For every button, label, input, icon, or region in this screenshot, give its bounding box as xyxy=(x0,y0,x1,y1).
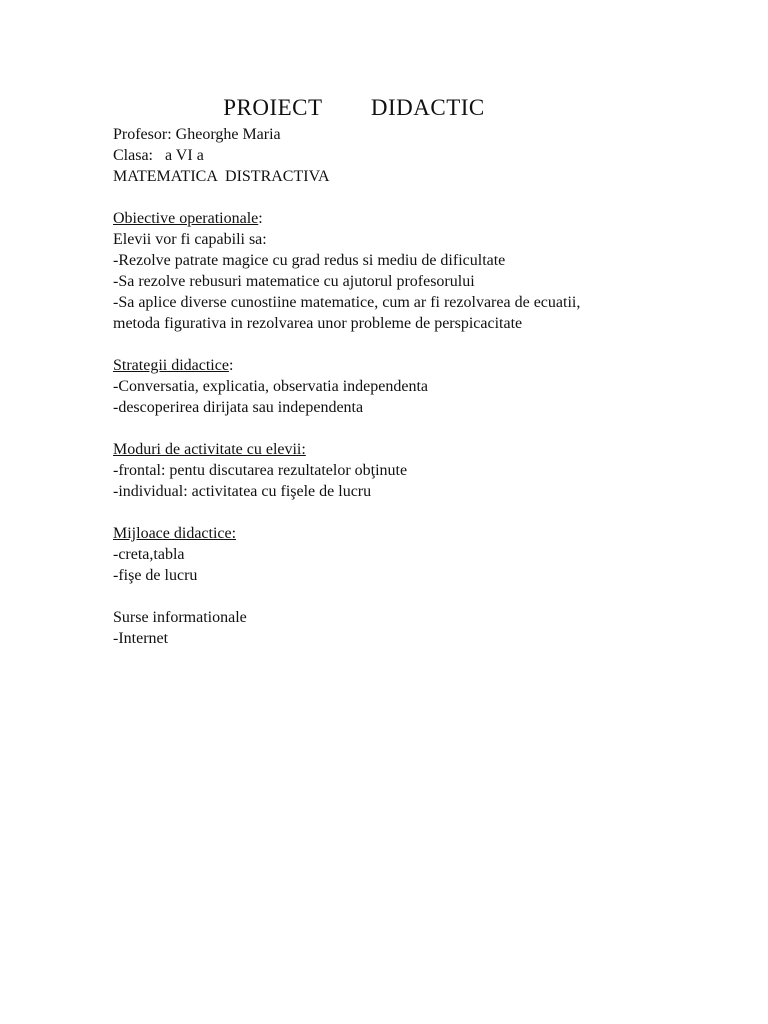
teacher-line: Profesor: Gheorghe Maria xyxy=(113,126,281,143)
mijloace-line: -fişe de lucru xyxy=(113,567,198,584)
mijloace-line: -creta,tabla xyxy=(113,546,185,563)
obiective-heading-colon: : xyxy=(258,210,263,227)
strategii-heading-colon: : xyxy=(228,357,234,374)
section-heading-obiective xyxy=(113,208,733,229)
spacer xyxy=(113,334,733,355)
section-heading-moduri xyxy=(113,439,733,460)
strategii-line: -descoperirea dirijata sau independenta xyxy=(113,399,364,416)
moduri-heading-text: Moduri de activitate cu elevii: xyxy=(113,441,306,458)
mijloace-heading-text: Mijloace didactice: xyxy=(113,525,237,542)
subject-line: MATEMATICA DISTRACTIVA xyxy=(113,168,330,185)
class-line: Clasa: a VI a xyxy=(113,147,204,164)
spacer xyxy=(113,418,733,439)
document-body xyxy=(113,124,733,649)
obiective-line: metoda figurativa in rezolvarea unor probleme de perspicacitate xyxy=(113,315,523,332)
surse-line: -Internet xyxy=(113,630,169,647)
spacer xyxy=(113,187,733,208)
moduri-line: -individual: activitatea cu fişele de lucru xyxy=(113,483,372,500)
document-title: PROIECT DIDACTIC xyxy=(223,95,485,120)
obiective-line: Elevii vor fi capabili sa: xyxy=(113,231,267,248)
obiective-line: -Sa rezolve rebusuri matematice cu ajutorul profesorului xyxy=(113,273,475,290)
spacer xyxy=(113,502,733,523)
strategii-heading-text: Strategii didactice xyxy=(113,357,229,374)
obiective-line: -Rezolve patrate magice cu grad redus si mediu de dificultate xyxy=(113,252,506,269)
section-heading-mijloace xyxy=(113,523,733,544)
obiective-line: -Sa aplice diverse cunostiine matematice, cum ar fi rezolvarea de ecuatii, xyxy=(113,294,581,311)
section-heading-surse: Surse informationale xyxy=(113,609,247,626)
moduri-line: -frontal: pentu discutarea rezultatelor obţinute xyxy=(113,462,408,479)
spacer xyxy=(113,586,733,607)
section-heading-strategii xyxy=(113,355,733,376)
strategii-line: -Conversatia, explicatia, observatia independenta xyxy=(113,378,428,395)
obiective-heading-text: Obiective operationale xyxy=(113,210,259,227)
